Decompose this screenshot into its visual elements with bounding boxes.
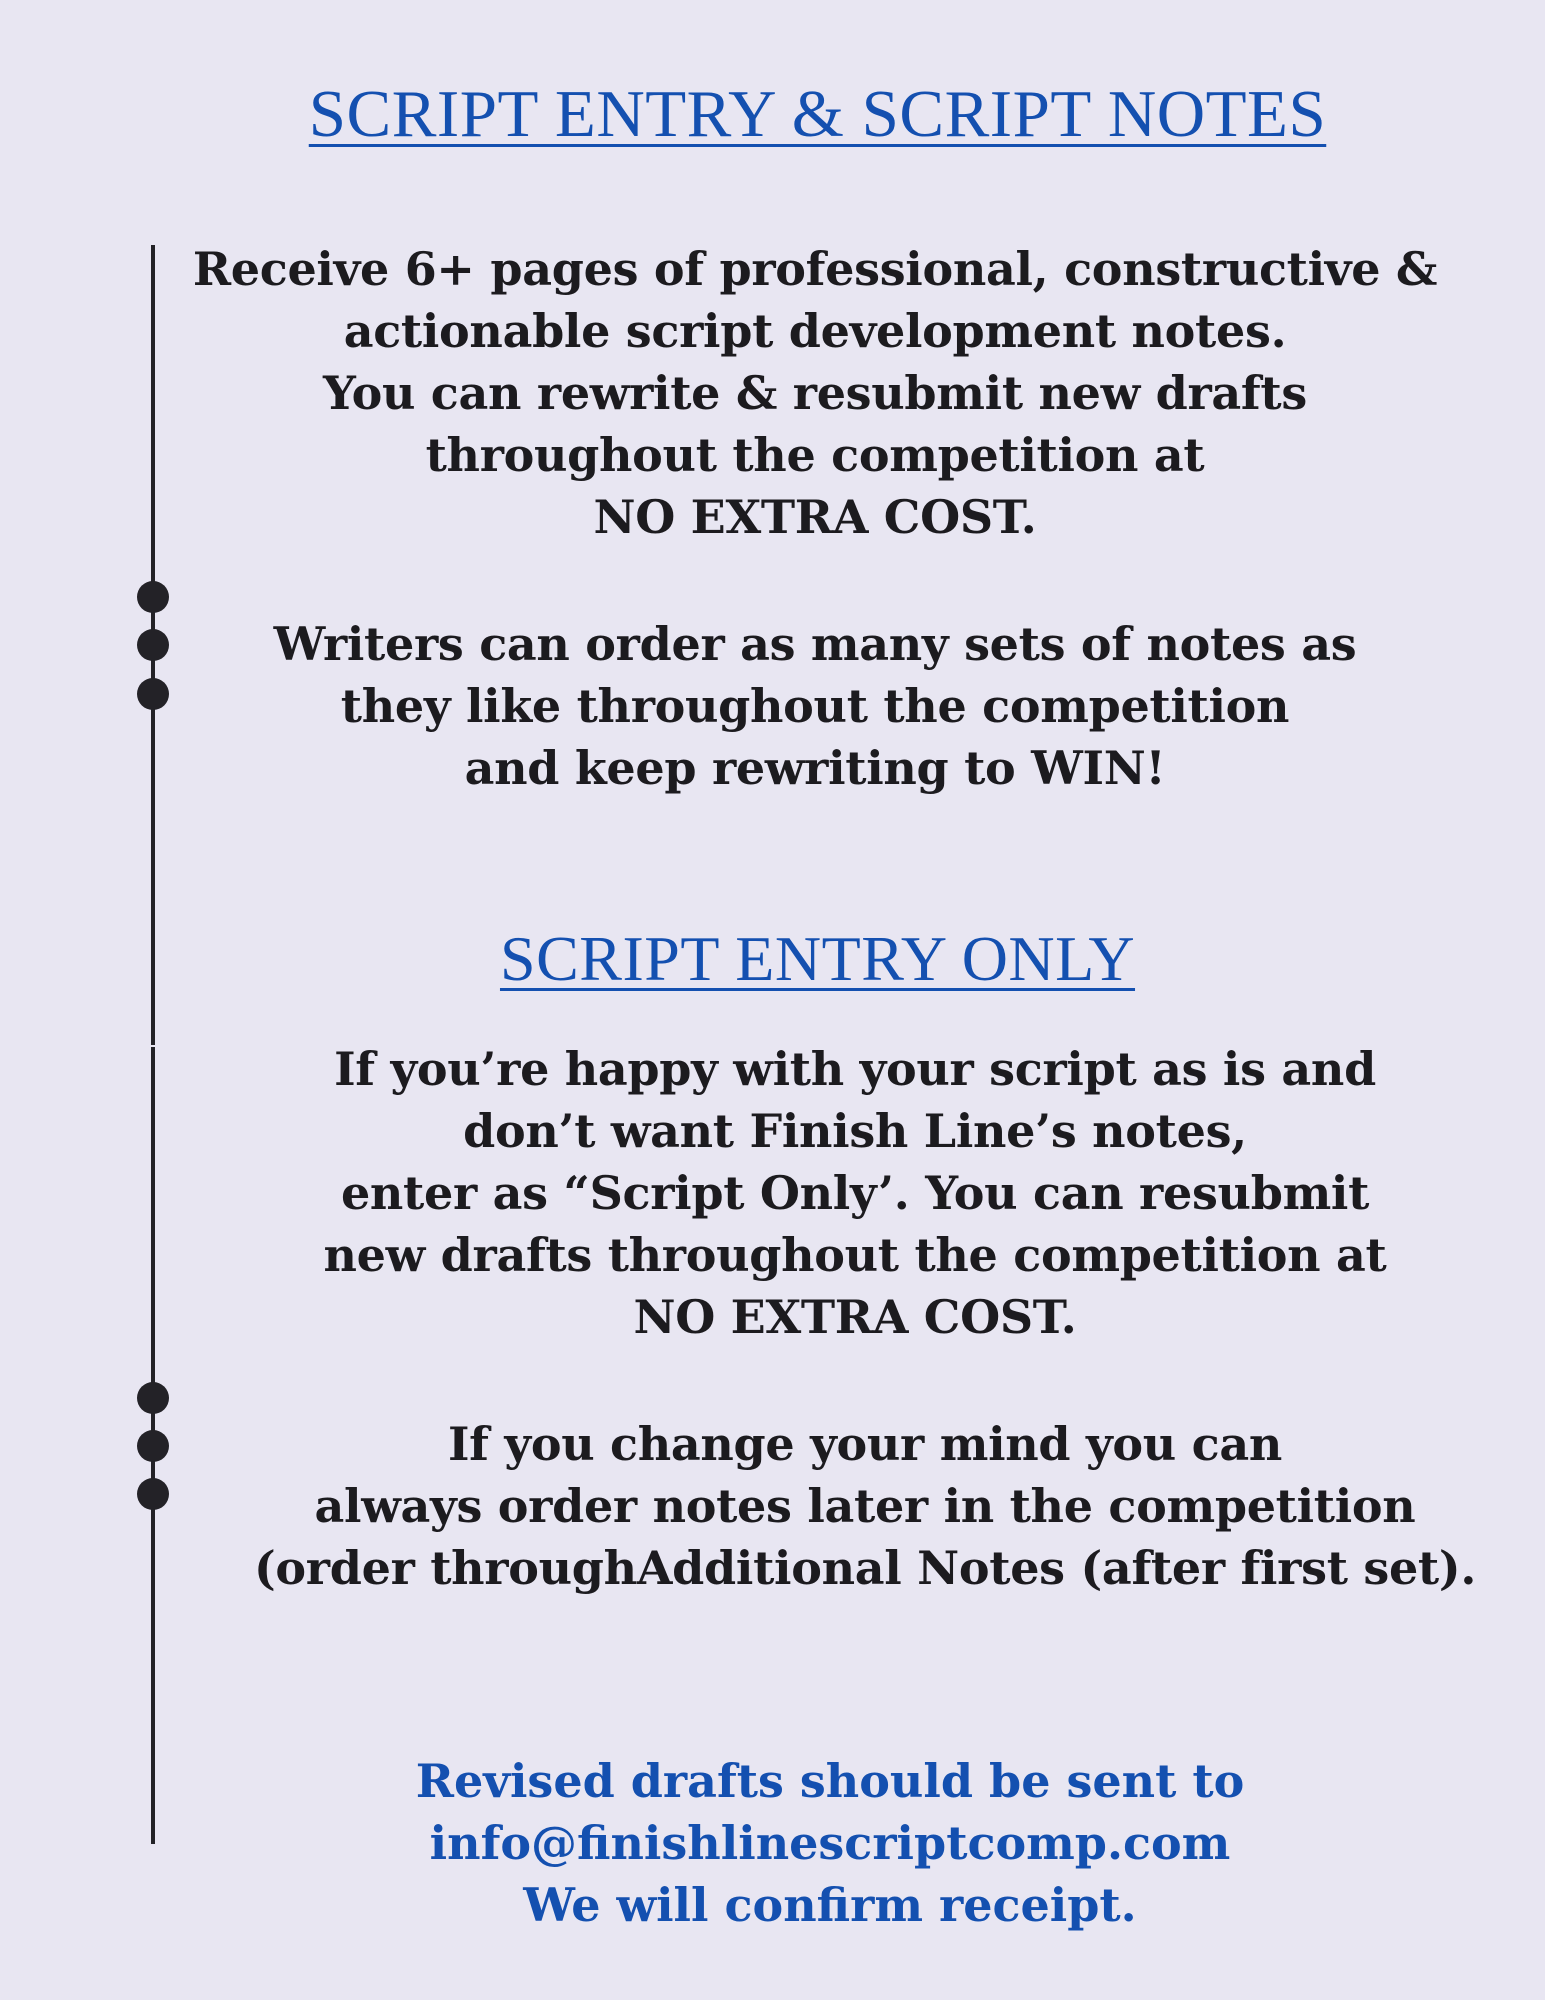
timeline-dot (137, 1430, 169, 1462)
timeline-dot (137, 581, 169, 613)
script-notes-heading: SCRIPT ENTRY & SCRIPT NOTES (308, 77, 1327, 151)
script-notes-description: Receive 6+ pages of professional, constructive & actionable script development notes. You can rewrite & resubmit new drafts throughout the competition at NO EXTRA COST. (192, 242, 1438, 544)
timeline-dot (137, 678, 169, 710)
script-entry-only-description: If you’re happy with your script as is and don’t want Finish Line’s notes, enter as “Script Only’. You can resubmit new drafts throughout the competition at NO EXTRA COST. (323, 1042, 1387, 1344)
timeline-dot (137, 629, 169, 661)
script-notes-order-info: Writers can order as many sets of notes as they like throughout the competition and keep rewriting to WIN! (273, 617, 1357, 795)
timeline-dot (137, 1382, 169, 1414)
timeline-dot (137, 1478, 169, 1510)
script-entry-only-heading: SCRIPT ENTRY ONLY (499, 923, 1136, 994)
script-entry-only-later-notes: If you change your mind you can always order notes later in the competition (order throughAdditional Notes (after first set). (253, 1417, 1477, 1595)
revised-drafts-footer: Revised drafts should be sent to info@finishlinescriptcomp.com We will confirm receipt. (415, 1754, 1245, 1932)
